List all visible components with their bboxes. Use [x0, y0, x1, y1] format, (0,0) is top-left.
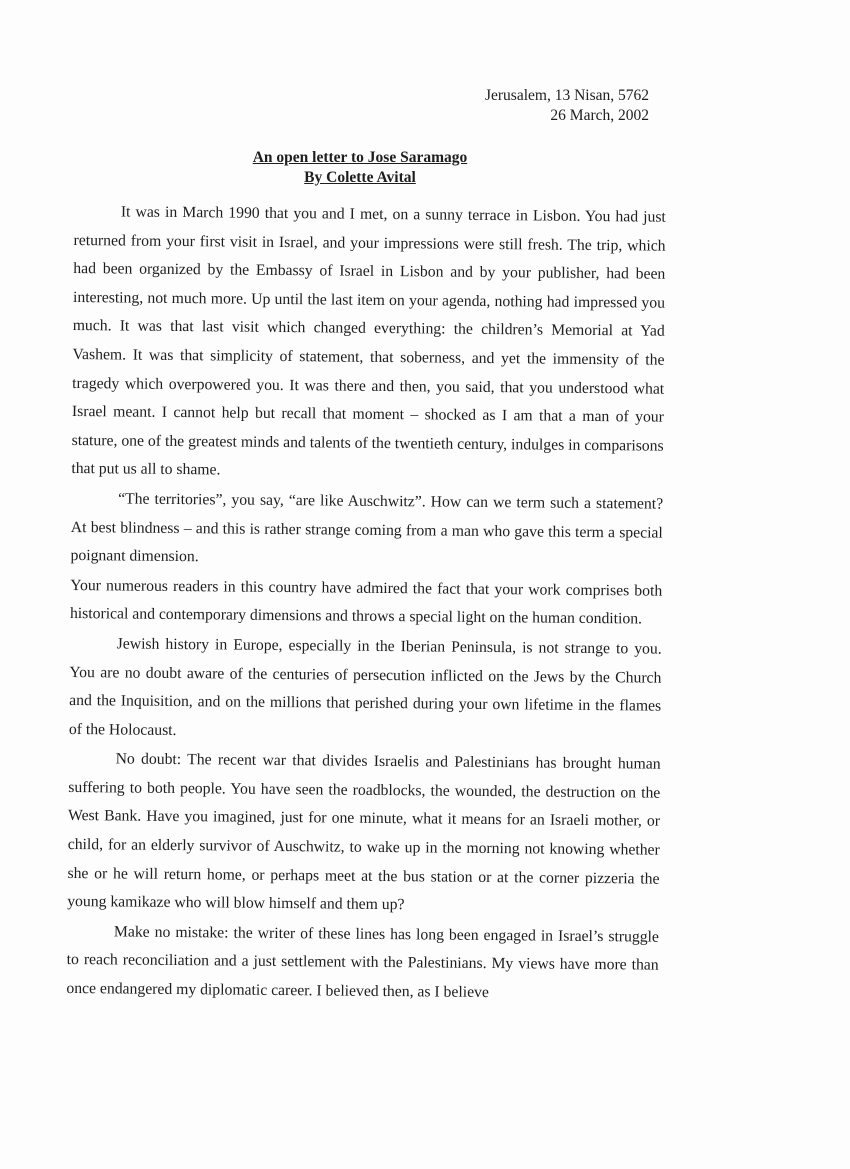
paragraph-1: It was in March 1990 that you and I met, on a sunny terrace in Lisbon. You had just returned from your first visit in Israel, and your impressions were still fresh. The trip, which had been organized by the Embassy of Israel in Lisbon and by your publisher, had been interesting, not much more. Up until the last item on your agenda, nothing had impressed you much. It was that last visit which changed everything: the children’s Memorial at Yad Vashem. It was that simplicity of statement, that soberness, and yet the immensity of the tragedy which overpowered you. It was there and then, you said, that you understood what Israel meant. I cannot help but recall that moment – shocked as I am that a man of your stature, one of the greatest minds and talents of the twentieth century, indulges in comparisons that put us all to shame.	[71, 203, 666, 479]
dateline-gregorian-date: 26 March, 2002	[550, 107, 649, 124]
paragraph-5: No doubt: The recent war that divides Israelis and Palestinians has brought human suffering to both people. You have seen the roadblocks, the wounded, the destruction on the West Bank. Have you imagined, just for one minute, what it means for an Israeli mother, or child, for an elderly survivor of Auschwitz, to wake up in the morning not knowing whether she or he will return home, or perhaps meet at the bus station or at the corner pizzeria the young kamikaze who will blow himself and them up?	[67, 750, 661, 914]
dateline-hebrew-date: Jerusalem, 13 Nisan, 5762	[484, 87, 649, 104]
dateline	[420, 86, 649, 126]
paragraph-6: Make no mistake: the writer of these lines has long been engaged in Israel’s struggle to reach reconciliation and a just settlement with the Palestinians. My views have more than once endangered my diplomatic career. I believed then, as I believe	[66, 923, 660, 1002]
paragraph-3: Your numerous readers in this country have admired the fact that your work comprises both historical and contemporary dimensions and throws a special light on the human condition.	[69, 576, 663, 628]
letter-body	[66, 198, 666, 1009]
paragraph-4: Jewish history in Europe, especially in the Iberian Peninsula, is not strange to you. You are no doubt aware of the centuries of persecution inflicted on the Jews by the Church and the Inquisition, and on the millions that perished during your own lifetime in the flames of the Holocaust.	[68, 635, 662, 739]
letter-byline: By Colette Avital	[304, 169, 416, 186]
letter-title: An open letter to Jose Saramago	[252, 149, 468, 166]
paragraph-2: “The territories”, you say, “are like Auschwitz”. How can we term such a statement? At best blindness – and this is rather strange coming from a man who gave this term a special poignant dimension.	[70, 490, 664, 566]
title-block	[180, 148, 540, 188]
